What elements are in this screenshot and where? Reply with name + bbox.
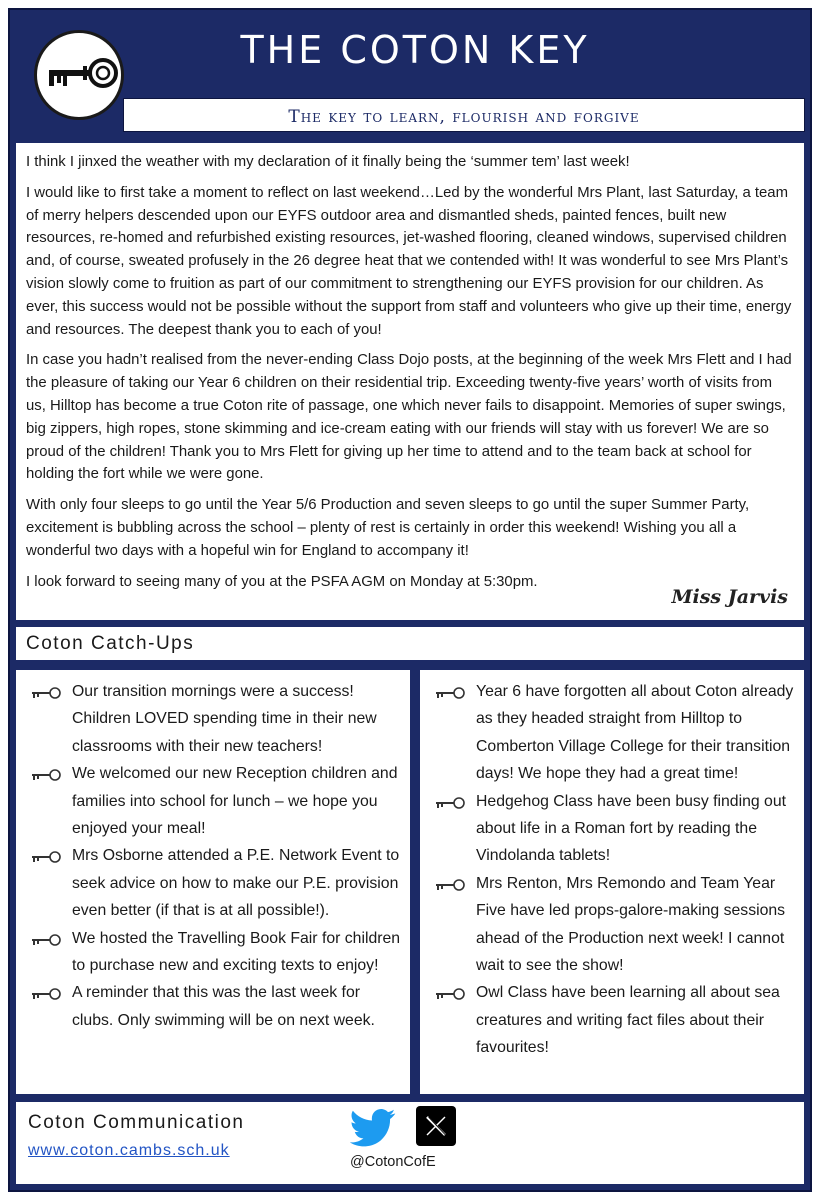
x-logo-icon[interactable]	[416, 1106, 456, 1146]
key-icon	[43, 53, 121, 93]
signature: Miss Jarvis	[671, 586, 788, 608]
catchups-left-column	[16, 670, 410, 1094]
key-bullet-icon	[30, 846, 62, 873]
catchup-item-text: Owl Class have been learning all about sea creatures and writing fact files about their favourites!	[476, 984, 780, 1057]
school-website-link[interactable]: www.coton.cambs.sch.uk	[28, 1142, 230, 1159]
catchup-item	[30, 842, 402, 924]
catchup-item-text: Mrs Osborne attended a P.E. Network Event to seek advice on how to make our P.E. provision even better (if that is at all possible!).	[72, 847, 400, 920]
catchup-item	[434, 870, 796, 980]
catchup-item	[30, 979, 402, 1034]
communication-heading: Coton Communication	[28, 1112, 245, 1133]
catchup-item	[30, 760, 402, 842]
social-handle[interactable]: @CotonCofE	[350, 1154, 436, 1170]
letter-paragraph: In case you hadn’t realised from the never-ending Class Dojo posts, at the beginning of the week Mrs Flett and I had the pleasure of taking our Year 6 children on their residential trip. Exceeding twenty-five years’ worth of visits from us, Hilltop has become a true Coton rite of passage, one which never fails to disappoint. Memories of super swings, big zippers, high ropes, stone skimming and ice-cream eating with our friends will stay with us forever! We are so proud of the children! Thank you to Mrs Flett for giving up her time to attend and to the team back at school for holding the fort while we were gone.	[26, 352, 792, 483]
tagline-bar	[123, 98, 805, 132]
catchups-right-column	[420, 670, 804, 1094]
catchup-item	[30, 678, 402, 760]
key-bullet-icon	[434, 983, 466, 1010]
catchup-item-text: We hosted the Travelling Book Fair for children to purchase new and exciting texts to enjoy!	[72, 929, 401, 975]
newsletter-title: THE COTON KEY	[240, 28, 590, 72]
twitter-bird-icon[interactable]	[350, 1108, 396, 1153]
catchup-item-text: A reminder that this was the last week for clubs. Only swimming will be on next week.	[72, 984, 375, 1029]
catchups-heading: Coton Catch-Ups	[26, 633, 195, 654]
catchup-item-text: Our transition mornings were a success! Children LOVED spending time in their new classrooms with their new teachers!	[72, 683, 377, 755]
key-bullet-icon	[30, 764, 62, 791]
catchup-item	[434, 678, 796, 788]
headteacher-letter	[16, 143, 804, 620]
catchup-item	[434, 979, 796, 1061]
letter-paragraph: I would like to first take a moment to reflect on last weekend…Led by the wonderful Mrs Plant, last Saturday, a team of merry helpers descended upon our EYFS outdoor area and dismantled sheds, painted fences, built new resources, re-homed and refurbished existing resources, jet-washed flooring, cleaned windows, supervised children and, of course, sweated profusely in the 26 degree heat that we contended with! It was wonderful to see Mrs Plant’s vision slowly come to fruition as part of our commitment to strengthening our EYFS provision for our children. As ever, this success would not be possible without the support from staff and volunteers who give up their time, energy and resources. The deepest thank you to each of you!	[26, 184, 792, 338]
key-bullet-icon	[434, 874, 466, 901]
catchup-item-text: Mrs Renton, Mrs Remondo and Team Year Five have led props-galore-making sessions ahead of the Production next week! I cannot wait to see the show!	[476, 874, 786, 975]
letter-paragraph: I look forward to seeing many of you at the PSFA AGM on Monday at 5:30pm.	[26, 573, 538, 590]
catchup-item-text: We welcomed our new Reception children and families into school for lunch – we hope you enjoyed your meal!	[72, 765, 398, 838]
tagline: The key to learn, flourish and forgive	[288, 107, 640, 127]
key-bullet-icon	[30, 929, 62, 956]
key-bullet-icon	[434, 682, 466, 709]
letter-paragraph: I think I jinxed the weather with my declaration of it finally being the ‘summer tem’ last week!	[26, 154, 630, 170]
key-bullet-icon	[30, 983, 62, 1010]
catchup-item-text: Hedgehog Class have been busy finding out about life in a Roman fort by reading the Vindolanda tablets!	[476, 792, 787, 865]
school-key-logo	[34, 30, 124, 120]
catchup-item	[434, 788, 796, 870]
key-bullet-icon	[30, 682, 62, 709]
catchup-item-text: Year 6 have forgotten all about Coton already as they headed straight from Hilltop to Comberton Village College for their transition days! We hope they had a great time!	[476, 683, 794, 783]
key-bullet-icon	[434, 792, 466, 819]
communication-footer	[16, 1102, 804, 1184]
letter-paragraph: With only four sleeps to go until the Year 5/6 Production and seven sleeps to go until the super Summer Party, excitement is bubbling across the school – plenty of rest is certainly in order this weekend! Wishing you all a wonderful two days with a hopeful win for England to accompany it!	[26, 497, 750, 559]
catchups-heading-bar	[16, 627, 804, 660]
catchup-item	[30, 925, 402, 980]
